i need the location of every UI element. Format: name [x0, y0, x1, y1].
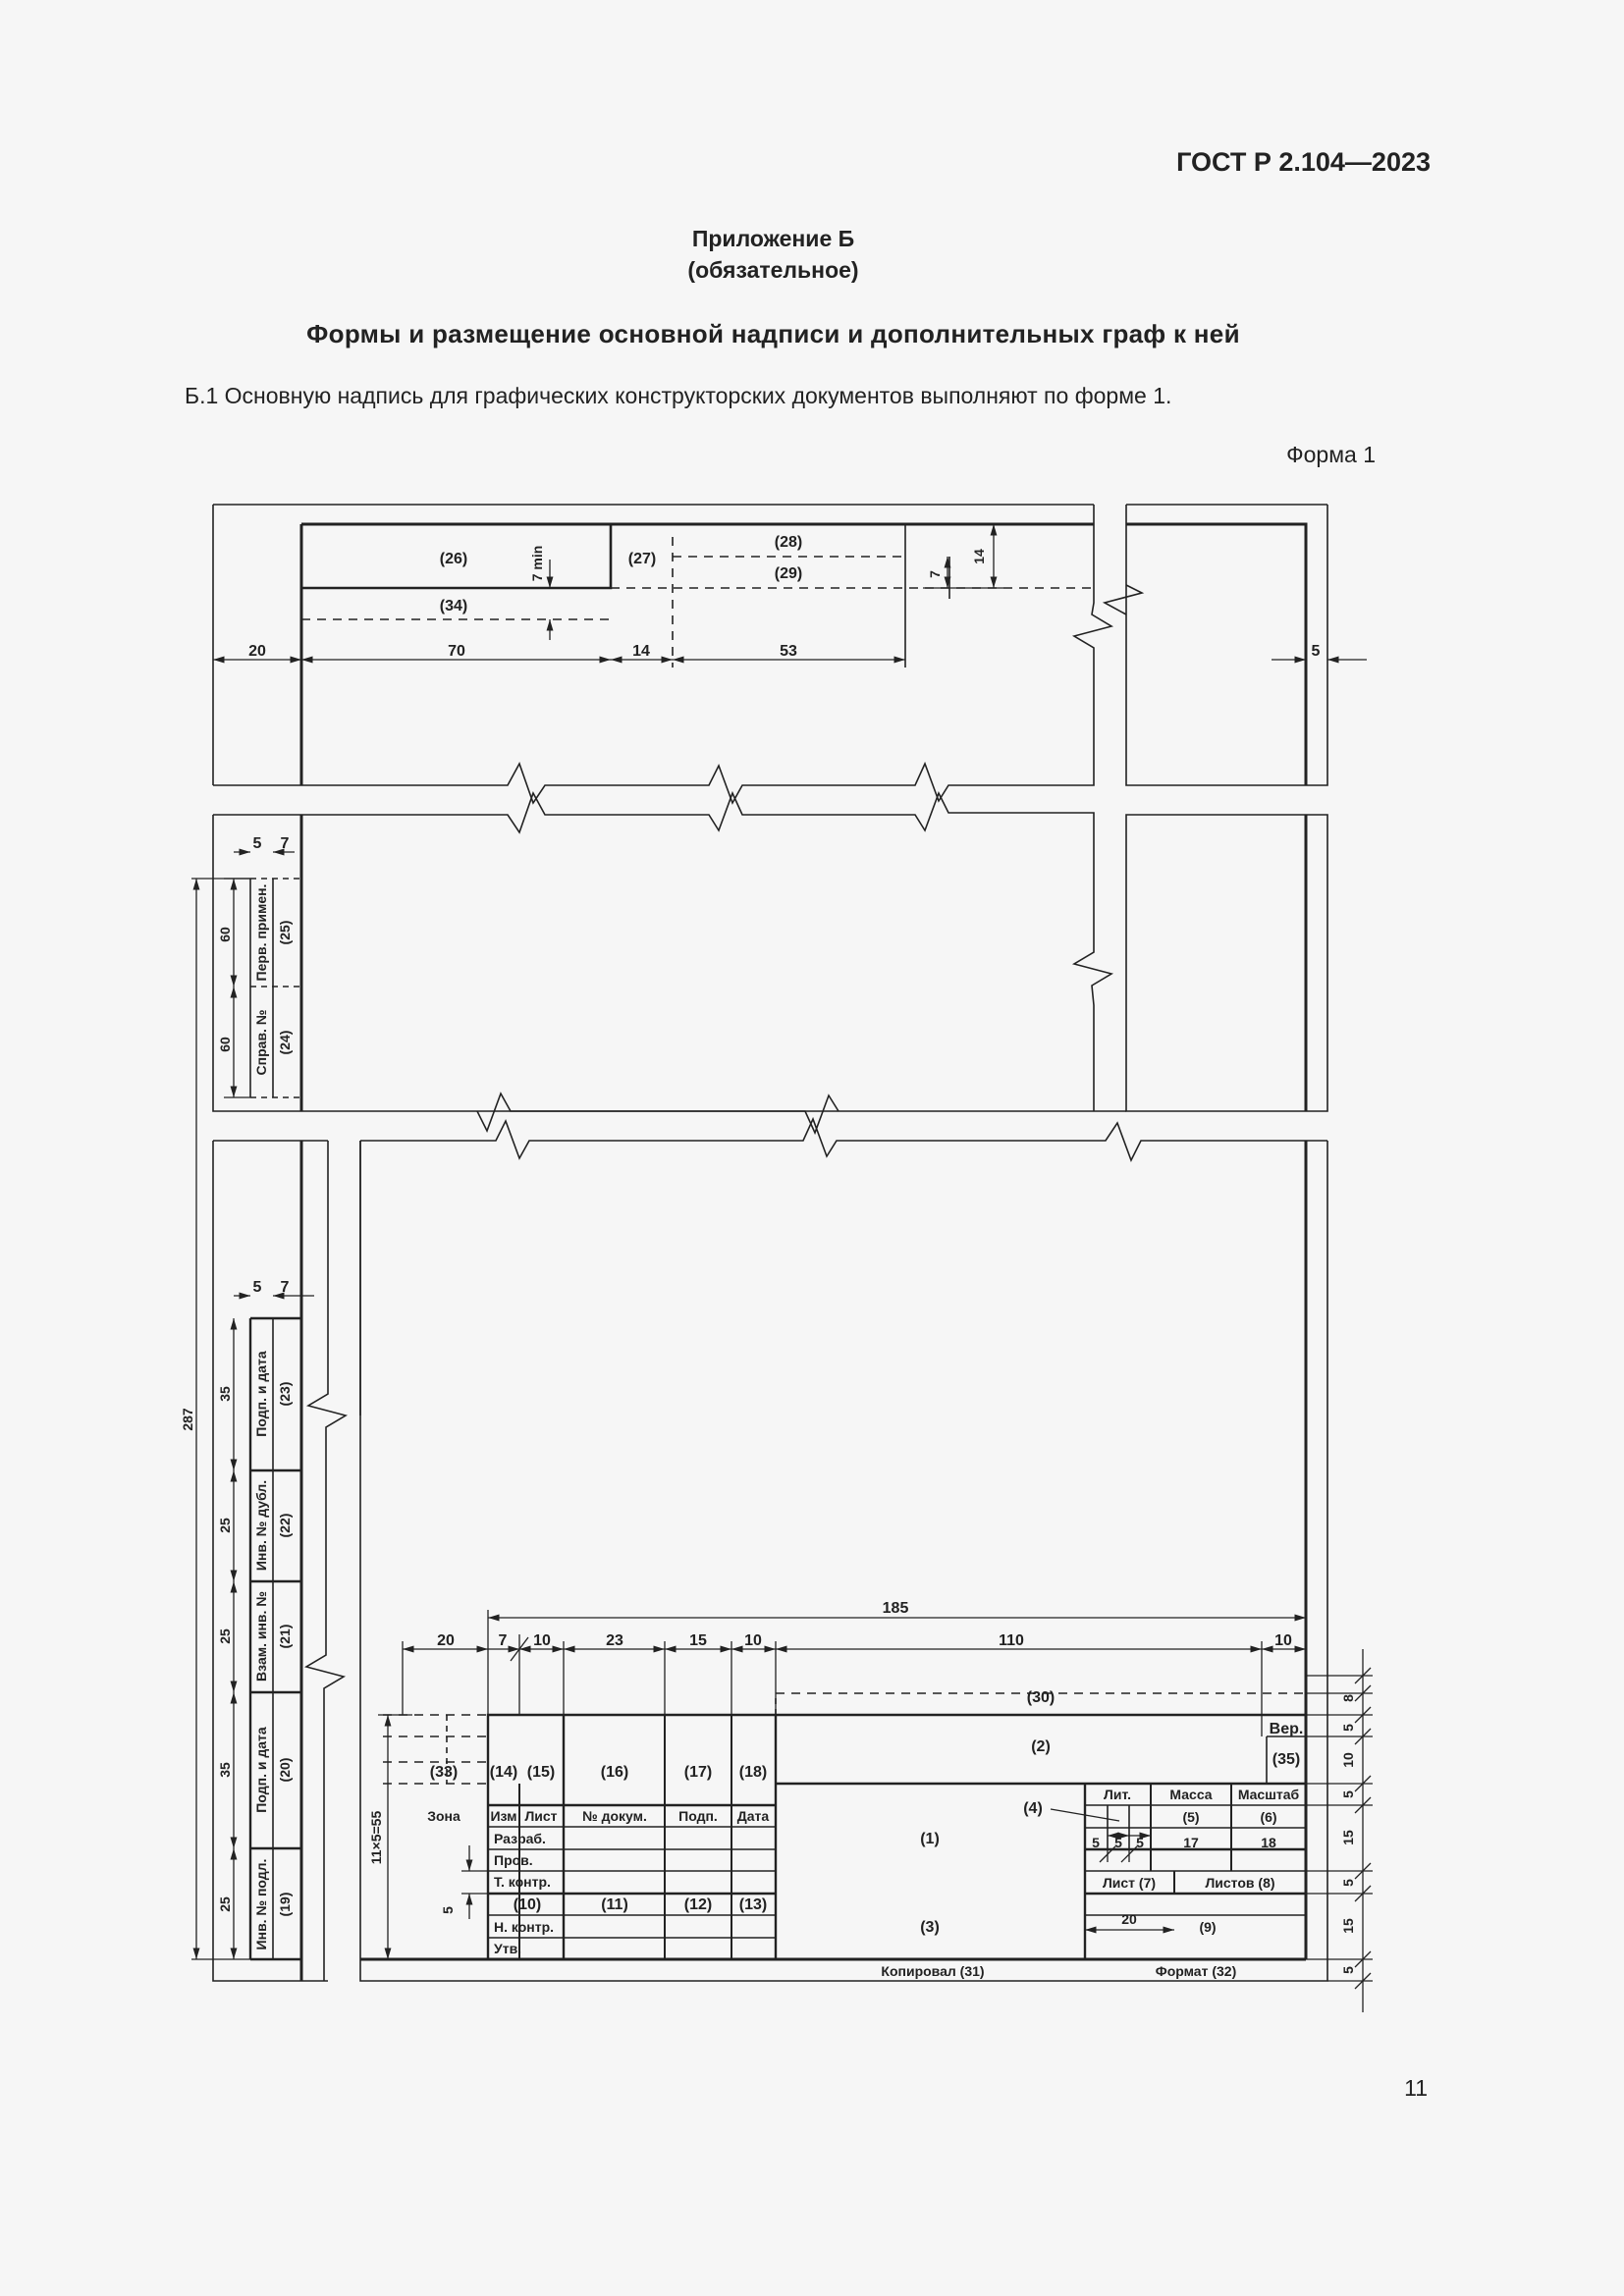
dim-7-tb: 7	[498, 1632, 508, 1649]
label-vzam-inv: Взам. инв. №	[253, 1591, 269, 1682]
dim-53: 53	[780, 643, 797, 660]
dim-110: 110	[999, 1632, 1024, 1649]
form-label: Форма 1	[1286, 442, 1376, 467]
field-2: (2)	[1031, 1738, 1051, 1755]
dim-right-5d: 5	[1340, 1966, 1356, 1974]
dim-5-lb: 5	[252, 1279, 262, 1296]
field-20: (20)	[277, 1757, 293, 1783]
dim-25-c: 25	[217, 1896, 233, 1912]
field-3: (3)	[920, 1919, 940, 1936]
label-podp-data-1: Подп. и дата	[253, 1351, 269, 1437]
field-6: (6)	[1260, 1809, 1277, 1825]
dim-60-a: 60	[217, 927, 233, 942]
standard-number: ГОСТ Р 2.104—2023	[1176, 147, 1431, 177]
field-29: (29)	[774, 565, 803, 582]
top-block-labels	[248, 534, 1320, 660]
dim-lit-3: 5	[1136, 1835, 1144, 1850]
hdr-list: Лист	[524, 1808, 558, 1824]
left-top-labels	[217, 835, 293, 1075]
dim-7min: 7 min	[529, 545, 545, 582]
field-10: (10)	[513, 1896, 542, 1913]
field-16: (16)	[600, 1764, 629, 1781]
dim-7-lb: 7	[280, 1279, 290, 1296]
field-15: (15)	[526, 1764, 556, 1781]
dim-massa: 17	[1183, 1835, 1199, 1850]
field-35: (35)	[1272, 1751, 1301, 1768]
dim-14-vert: 14	[971, 549, 987, 564]
field-33: (33)	[429, 1764, 459, 1781]
field-21: (21)	[277, 1624, 293, 1649]
dim-5-row: 5	[440, 1906, 456, 1914]
field-17: (17)	[683, 1764, 713, 1781]
hdr-data: Дата	[736, 1808, 770, 1824]
dim-right-5c: 5	[1340, 1879, 1356, 1887]
label-sprav: Справ. №	[253, 1009, 269, 1076]
dim-35-b: 35	[217, 1762, 233, 1778]
appendix-title: Приложение Б	[691, 226, 855, 251]
hdr-zona: Зона	[427, 1808, 460, 1824]
dim-60-b: 60	[217, 1037, 233, 1052]
field-18: (18)	[738, 1764, 768, 1781]
paragraph: Б.1 Основную надпись для графических конструкторских документов выполняют по форме 1.	[185, 383, 1172, 408]
label-listov: Листов (8)	[1205, 1875, 1275, 1891]
title-block-labels	[368, 1600, 1356, 1979]
dim-35-a: 35	[217, 1386, 233, 1402]
dim-lit-2: 5	[1114, 1835, 1122, 1850]
hdr-izm: Изм	[490, 1808, 517, 1824]
dim-right-15b: 15	[1340, 1918, 1356, 1934]
row-n-kontr: Н. контр.	[494, 1919, 555, 1935]
field-28: (28)	[774, 534, 803, 551]
dim-5-lt: 5	[252, 835, 262, 852]
dim-25-a: 25	[217, 1518, 233, 1533]
label-lit: Лит.	[1104, 1787, 1131, 1802]
field-27: (27)	[627, 551, 657, 567]
row-prov: Пров.	[494, 1852, 533, 1868]
label-inv-podl: Инв. № подл.	[253, 1858, 269, 1950]
field-1: (1)	[920, 1831, 940, 1847]
dim-masshtab: 18	[1261, 1835, 1276, 1850]
dim-lit-1: 5	[1092, 1835, 1100, 1850]
field-23: (23)	[277, 1381, 293, 1407]
dim-15: 15	[689, 1632, 707, 1649]
dim-7-vert: 7	[927, 570, 943, 578]
row-t-kontr: Т. контр.	[494, 1874, 551, 1890]
dim-right-15a: 15	[1340, 1830, 1356, 1845]
label-inv-dubl: Инв. № дубл.	[253, 1479, 269, 1572]
field-5: (5)	[1182, 1809, 1200, 1825]
field-25: (25)	[277, 920, 293, 945]
dim-right-5b: 5	[1340, 1790, 1356, 1798]
label-masshtab: Масштаб	[1237, 1787, 1300, 1802]
dim-287: 287	[180, 1408, 195, 1431]
label-perv-primen: Перв. примен.	[253, 883, 269, 982]
dim-5-right: 5	[1311, 643, 1321, 660]
field-11: (11)	[601, 1896, 628, 1913]
dim-14: 14	[632, 643, 650, 660]
field-24: (24)	[277, 1030, 293, 1055]
dim-rows: 11×5=55	[368, 1810, 384, 1865]
label-kopiroval: Копировал (31)	[881, 1963, 985, 1979]
dim-10-c: 10	[1274, 1632, 1292, 1649]
field-12: (12)	[683, 1896, 713, 1913]
label-list: Лист (7)	[1102, 1875, 1157, 1891]
dim-right-10: 10	[1340, 1752, 1356, 1768]
hdr-podp: Подп.	[678, 1808, 718, 1824]
label-format: Формат (32)	[1155, 1963, 1237, 1979]
dim-23: 23	[606, 1632, 623, 1649]
field-4: (4)	[1023, 1800, 1043, 1817]
dim-right-5a: 5	[1340, 1724, 1356, 1732]
dim-right-8: 8	[1340, 1694, 1356, 1702]
field-9: (9)	[1199, 1919, 1217, 1935]
row-utv: Утв.	[494, 1941, 522, 1956]
row-razrab: Разраб.	[494, 1831, 546, 1846]
dim-20-tb: 20	[437, 1632, 455, 1649]
field-14: (14)	[489, 1764, 518, 1781]
label-podp-data-2: Подп. и дата	[253, 1727, 269, 1813]
dim-20-top: 20	[248, 643, 266, 660]
hdr-nomer-dokum: № докум.	[582, 1808, 647, 1824]
dim-7-lt: 7	[280, 835, 290, 852]
field-19: (19)	[277, 1892, 293, 1917]
field-30: (30)	[1026, 1689, 1056, 1706]
label-massa: Масса	[1169, 1787, 1213, 1802]
label-ver: Вер.	[1269, 1721, 1304, 1737]
section-title: Формы и размещение основной надписи и дополнительных граф к ней	[306, 319, 1240, 348]
dim-25-b: 25	[217, 1629, 233, 1644]
dim-10-b: 10	[744, 1632, 762, 1649]
field-34: (34)	[439, 598, 468, 614]
appendix-subtitle: (обязательное)	[687, 257, 859, 283]
field-26: (26)	[439, 551, 468, 567]
field-22: (22)	[277, 1513, 293, 1538]
dim-10-a: 10	[533, 1632, 551, 1649]
dim-20-list: 20	[1121, 1911, 1137, 1927]
field-13: (13)	[738, 1896, 768, 1913]
dim-70: 70	[448, 643, 465, 660]
page-number: 11	[1404, 2075, 1428, 2101]
dim-185: 185	[882, 1600, 909, 1617]
